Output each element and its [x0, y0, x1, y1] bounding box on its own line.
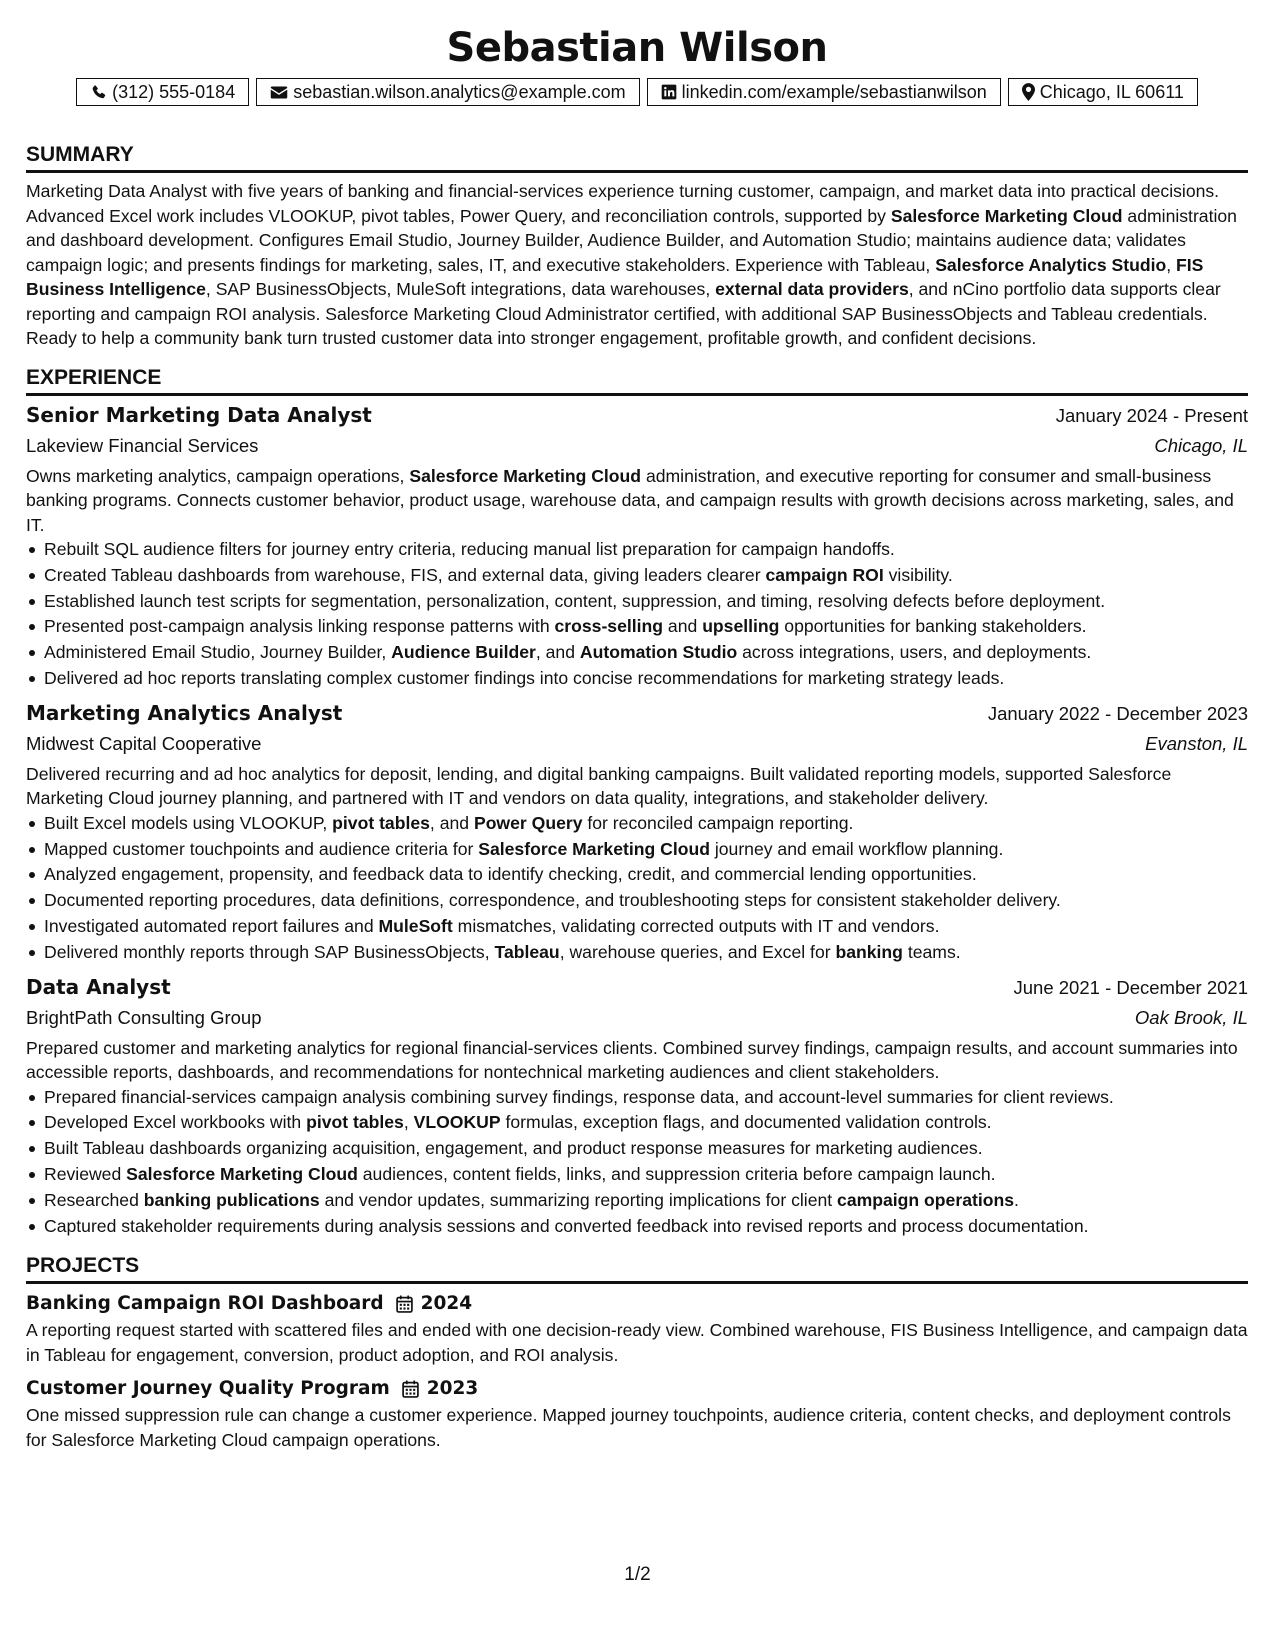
bold-text: campaign ROI [765, 564, 884, 585]
candidate-name: Sebastian Wilson [446, 25, 828, 71]
bullet-item: Mapped customer touchpoints and audience criteria for Salesforce Marketing Cloud journey and email workflow planning. [44, 837, 1248, 863]
phone-icon [90, 84, 107, 101]
bold-text: MuleSoft [378, 915, 453, 936]
bullet-item: Analyzed engagement, propensity, and feedback data to identify checking, credit, and commercial lending opportunities. [44, 862, 1248, 888]
job-title: Marketing Analytics Analyst [26, 700, 343, 725]
project-title: Customer Journey Quality Program [26, 1378, 390, 1400]
bullet-item: Rebuilt SQL audience filters for journey entry criteria, reducing manual list preparation for campaign handoffs. [44, 537, 1248, 563]
envelope-icon [270, 85, 288, 100]
job-description: Owns marketing analytics, campaign operations, Salesforce Marketing Cloud administration, and executive reporting for consumer and small-business banking programs. Connects customer behavior, product usage, warehouse data, and campaign results with growth decisions across marketing, sales, and IT. [26, 465, 1234, 535]
project-year: 2023 [426, 1378, 479, 1400]
phone-text: (312) 555-0184 [112, 81, 236, 102]
bold-text: Tableau [494, 941, 560, 962]
summary-heading: SUMMARY [26, 142, 1248, 173]
bullet-item: Researched banking publications and vendor updates, summarizing reporting implications for client campaign operations. [44, 1188, 1248, 1214]
bullet-item: Captured stakeholder requirements during analysis sessions and converted feedback into revised reports and process documentation. [44, 1214, 1248, 1240]
project-title: Banking Campaign ROI Dashboard [26, 1293, 384, 1315]
job-location: Chicago, IL [1154, 434, 1248, 456]
project-entry [26, 1375, 1248, 1452]
linkedin-chip[interactable] [647, 78, 1001, 106]
job-dates: June 2021 - December 2021 [1013, 976, 1248, 998]
job-location: Oak Brook, IL [1134, 1006, 1248, 1028]
job-title: Data Analyst [26, 974, 171, 999]
job-entry [26, 698, 1248, 966]
job-bullets [26, 811, 1248, 966]
location-text: Chicago, IL 60611 [1039, 81, 1184, 102]
projects-heading: PROJECTS [26, 1253, 1248, 1284]
bullet-item: Reviewed Salesforce Marketing Cloud audiences, content fields, links, and suppression criteria before campaign launch. [44, 1162, 1248, 1188]
job-company: BrightPath Consulting Group [26, 1006, 262, 1028]
bullet-item: Delivered monthly reports through SAP BusinessObjects, Tableau, warehouse queries, and Excel for banking teams. [44, 940, 1248, 966]
bold-text: Salesforce Marketing Cloud [890, 205, 1123, 226]
resume-page [26, 0, 1248, 1452]
job-company: Midwest Capital Cooperative [26, 732, 262, 754]
bold-text: pivot tables [332, 812, 430, 833]
bullet-item: Presented post-campaign analysis linking response patterns with cross-selling and upselling opportunities for banking stakeholders. [44, 614, 1248, 640]
bold-text: Salesforce Marketing Cloud [478, 838, 710, 859]
summary-text: Marketing Data Analyst with five years of banking and financial-services experience turning customer, campaign, and market data into practical decisions. Advanced Excel work includes VLOOKUP, pivot tables, Power Query, and reconciliation controls, supported by Salesforce Marketing Cloud administration and dashboard development. Configures Email Studio, Journey Builder, Audience Builder, and Automation Studio; maintains audience data; validates campaign logic; and presents findings for marketing, sales, IT, and executive stakeholders. Experience with Tableau, Salesforce Analytics Studio, FIS Business Intelligence, SAP BusinessObjects, MuleSoft integrations, data warehouses, external data providers, and nCino portfolio data supports clear reporting and campaign ROI analysis. Salesforce Marketing Cloud Administrator certified, with additional SAP BusinessObjects and Tableau credentials. Ready to help a community bank turn trusted customer data into stronger engagement, profitable growth, and confident decisions. [26, 181, 1237, 348]
bullet-item: Prepared financial-services campaign analysis combining survey findings, response data, and account-level summaries for client reviews. [44, 1085, 1248, 1111]
job-dates: January 2024 - Present [1055, 404, 1248, 426]
bullet-item: Built Tableau dashboards organizing acquisition, engagement, and product response measures for marketing audiences. [44, 1136, 1248, 1162]
location-chip [1008, 78, 1198, 106]
bullet-item: Established launch test scripts for segmentation, personalization, content, suppression, and timing, resolving defects before deployment. [44, 589, 1248, 615]
job-bullets [26, 537, 1248, 692]
bullet-item: Built Excel models using VLOOKUP, pivot tables, and Power Query for reconciled campaign reporting. [44, 811, 1248, 837]
summary-section [26, 142, 1248, 351]
phone-chip[interactable] [76, 78, 249, 106]
job-location: Evanston, IL [1145, 732, 1248, 754]
bold-text: pivot tables [306, 1112, 404, 1133]
bold-text: external data providers [715, 279, 909, 299]
bold-text: cross-selling [554, 616, 664, 637]
bold-text: Salesforce Marketing Cloud [126, 1163, 358, 1184]
bold-text: campaign operations [837, 1189, 1014, 1210]
bullet-item: Administered Email Studio, Journey Builder, Audience Builder, and Automation Studio across integrations, users, and deployments. [44, 640, 1248, 666]
bold-text: Power Query [473, 812, 583, 833]
project-description: One missed suppression rule can change a customer experience. Mapped journey touchpoints, audience criteria, content checks, and deployment controls for Salesforce Marketing Cloud campaign operations. [26, 1405, 1231, 1450]
bullet-item: Investigated automated report failures and MuleSoft mismatches, validating corrected outputs with IT and vendors. [44, 914, 1248, 940]
bullet-item: Documented reporting procedures, data definitions, correspondence, and troubleshooting steps for consistent stakeholder delivery. [44, 888, 1248, 914]
contact-bar [26, 78, 1248, 106]
page-number: 1/2 [624, 1564, 651, 1585]
project-entry [26, 1290, 1248, 1367]
linkedin-icon [661, 84, 677, 100]
job-company: Lakeview Financial Services [26, 434, 259, 456]
bold-text: banking publications [143, 1189, 320, 1210]
project-description: A reporting request started with scattered files and ended with one decision-ready view. Combined warehouse, FIS Business Intelligence, and campaign data in Tableau for engagement, conversion, product adoption, and ROI analysis. [26, 1320, 1248, 1365]
experience-section [26, 365, 1248, 1240]
bold-text: Salesforce Marketing Cloud [409, 465, 642, 486]
projects-section [26, 1253, 1248, 1452]
experience-heading: EXPERIENCE [26, 365, 1248, 396]
email-chip[interactable] [256, 78, 639, 106]
bold-text: VLOOKUP [413, 1112, 501, 1133]
calendar-icon [396, 1295, 413, 1313]
bold-text: FIS Business Intelligence [26, 254, 1204, 299]
bullet-item: Delivered ad hoc reports translating complex customer findings into concise recommendations for marketing strategy leads. [44, 666, 1248, 692]
job-entry [26, 400, 1248, 692]
bullet-item: Developed Excel workbooks with pivot tables, VLOOKUP formulas, exception flags, and documented validation controls. [44, 1110, 1248, 1136]
bold-text: Automation Studio [579, 642, 738, 663]
linkedin-text: linkedin.com/example/sebastianwilson [681, 81, 987, 102]
bold-text: upselling [702, 616, 780, 637]
job-description: Prepared customer and marketing analytics for regional financial-services clients. Combined survey findings, campaign results, and account summaries into accessible reports, dashboards, and recommendations for nontechnical marketing audiences and client stakeholders. [26, 1037, 1238, 1083]
email-text: sebastian.wilson.analytics@example.com [293, 81, 626, 102]
bold-text: Salesforce Analytics Studio [935, 254, 1167, 275]
job-title: Senior Marketing Data Analyst [26, 402, 372, 427]
job-entry [26, 972, 1248, 1240]
calendar-icon [402, 1380, 419, 1398]
map-pin-icon [1022, 83, 1035, 101]
bold-text: Audience Builder [391, 642, 536, 663]
project-year: 2024 [420, 1293, 473, 1315]
job-bullets [26, 1085, 1248, 1240]
job-dates: January 2022 - December 2023 [987, 702, 1248, 724]
job-description: Delivered recurring and ad hoc analytics for deposit, lending, and digital banking campaigns. Built validated reporting models, supported Salesforce Marketing Cloud journey planning, and partnered with IT and vendors on data quality, integrations, and stakeholder delivery. [26, 763, 1172, 809]
bullet-item: Created Tableau dashboards from warehouse, FIS, and external data, giving leaders clearer campaign ROI visibility. [44, 563, 1248, 589]
bold-text: banking [835, 941, 903, 962]
